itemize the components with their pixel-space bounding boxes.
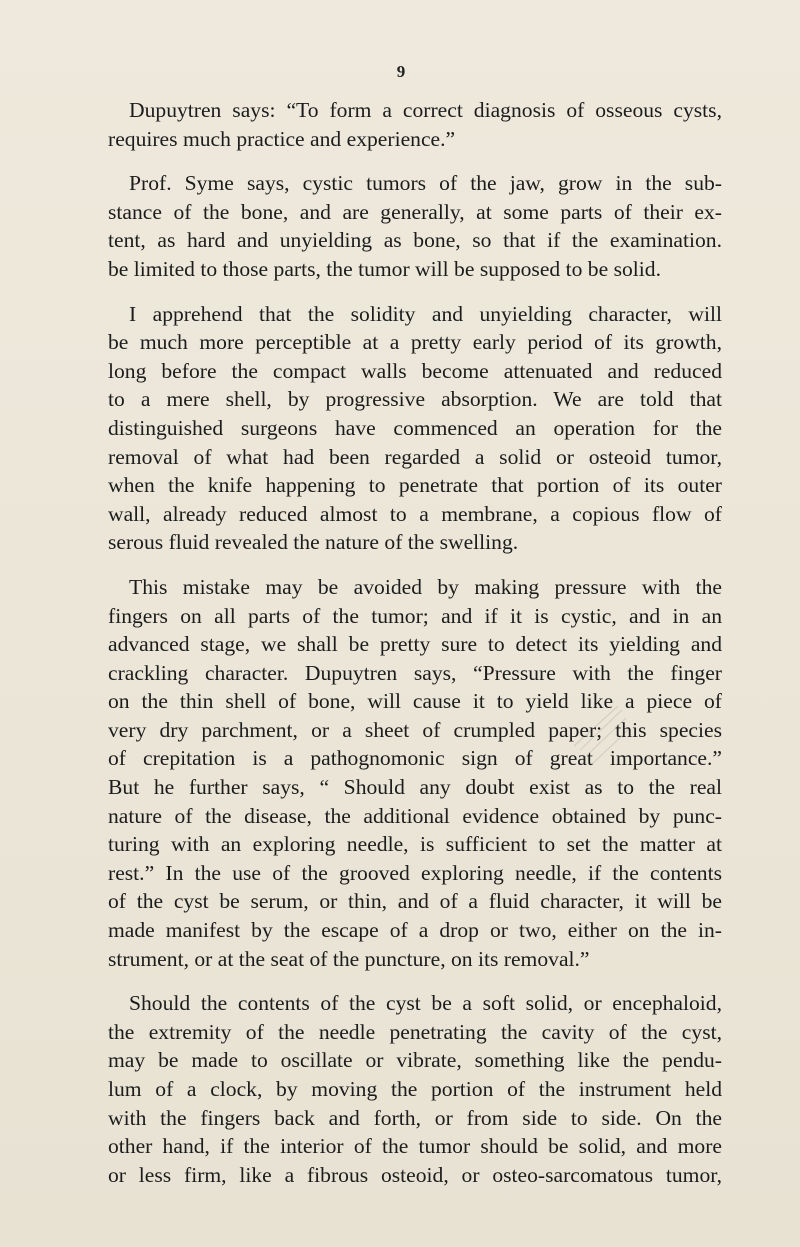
- text-line: or less firm, like a fibrous osteoid, or osteo-sarcomatous tumor,: [108, 1162, 722, 1187]
- text-line: removal of what had been regarded a solid or osteoid tumor,: [108, 444, 722, 469]
- text-line: This mistake may be avoided by making pressure with the: [129, 574, 722, 599]
- text-line: But he further says, “ Should any doubt exist as to the real: [108, 775, 722, 800]
- text-line: Should the contents of the cyst be a soft solid, or encephaloid,: [129, 991, 722, 1016]
- text-line: requires much practice and experience.”: [108, 126, 456, 151]
- text-line: of crepitation is a pathognomonic sign of great importance.”: [108, 746, 722, 771]
- page-number: 9: [396, 62, 406, 81]
- text-line: Dupuytren says: “To form a correct diagnosis of osseous cysts,: [129, 98, 722, 122]
- text-line: the extremity of the needle penetrating the cavity of the cyst,: [108, 1019, 722, 1044]
- text-line: tent, as hard and unyielding as bone, so that if the examination.: [108, 228, 722, 253]
- text-line: distinguished surgeons have commenced an operation for the: [108, 415, 722, 440]
- text-line: strument, or at the seat of the puncture, on its removal.”: [108, 946, 590, 971]
- text-line: very dry parchment, or a sheet of crumpled paper; this species: [108, 717, 722, 742]
- text-line: serous fluid revealed the nature of the swelling.: [108, 530, 519, 555]
- text-line: be much more perceptible at a pretty early period of its growth,: [108, 330, 722, 355]
- text-line: Prof. Syme says, cystic tumors of the jaw, grow in the sub-: [129, 171, 722, 196]
- text-line: stance of the bone, and are generally, at some parts of their ex-: [108, 199, 722, 224]
- text-line: on the thin shell of bone, will cause it to yield like a piece of: [108, 689, 722, 714]
- text-line: wall, already reduced almost to a membrane, a copious flow of: [108, 501, 722, 526]
- text-line: other hand, if the interior of the tumor should be solid, and more: [108, 1134, 722, 1159]
- text-line: when the knife happening to penetrate that portion of its outer: [108, 473, 722, 498]
- text-line: advanced stage, we shall be pretty sure to detect its yielding and: [108, 632, 722, 657]
- text-line: fingers on all parts of the tumor; and if it is cystic, and in an: [108, 603, 722, 628]
- text-line: to a mere shell, by progressive absorption. We are told that: [108, 387, 722, 412]
- text-line: lum of a clock, by moving the portion of the instrument held: [108, 1077, 722, 1101]
- text-line: be limited to those parts, the tumor will be supposed to be solid.: [108, 256, 661, 281]
- text-line: nature of the disease, the additional evidence obtained by punc-: [108, 803, 722, 828]
- text-line: may be made to oscillate or vibrate, something like the pendu-: [108, 1048, 722, 1073]
- text-line: long before the compact walls become attenuated and reduced: [108, 358, 722, 383]
- text-line: of the cyst be serum, or thin, and of a fluid character, it will be: [108, 889, 722, 914]
- text-line: I apprehend that the solidity and unyielding character, will: [129, 301, 722, 326]
- body-text: [108, 96, 722, 1205]
- text-line: rest.” In the use of the grooved exploring needle, if the contents: [108, 860, 722, 885]
- paragraph: [108, 300, 722, 557]
- paragraph: [108, 169, 722, 283]
- paragraph: [108, 96, 722, 153]
- paragraph: [108, 573, 722, 973]
- text-line: made manifest by the escape of a drop or two, either on the in-: [108, 918, 722, 943]
- paragraph: [108, 989, 722, 1189]
- text-line: turing with an exploring needle, is sufficient to set the matter at: [108, 832, 722, 857]
- text-line: crackling character. Dupuytren says, “Pressure with the finger: [108, 660, 722, 685]
- text-line: with the fingers back and forth, or from side to side. On the: [108, 1105, 722, 1130]
